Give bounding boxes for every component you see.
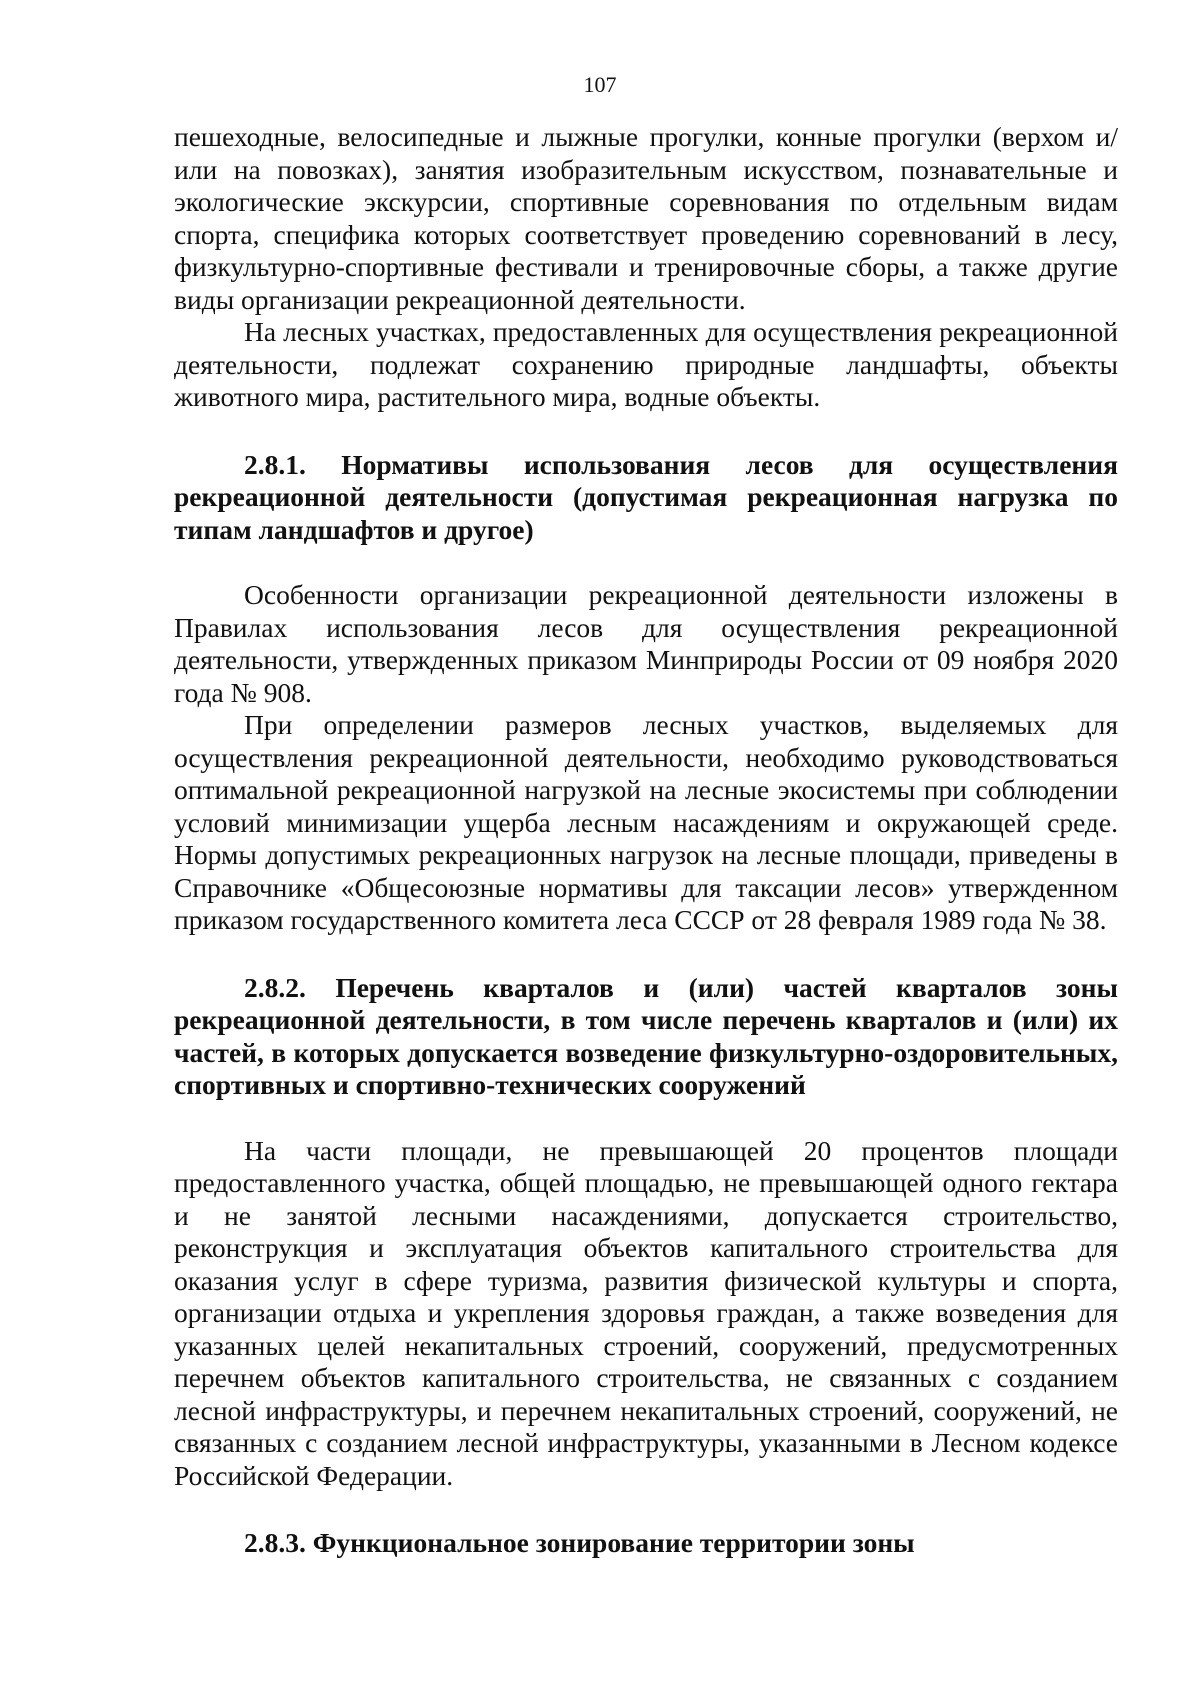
paragraph-intro-continuation: пешеходные, велосипедные и лыжные прогулки, конные прогулки (верхом и/или на повозках), занятия изобразительным искусством, познавательные и экологические экскурсии, спортивные соревнования по отдельным видам спорта, специфика которых соответствует проведению соревнований в лесу, физкультурно-спортивные фестивали и тренировочные сборы, а также другие виды организации рекреационной деятельности. [174, 121, 1118, 315]
heading-section-2-8-3: 2.8.3. Функциональное зонирование территории зоны [244, 1527, 915, 1558]
paragraph-construction-allowance: На части площади, не превышающей 20 процентов площади предоставленного участка, общей площадью, не превышающей одного гектара и не занятой лесными насаждениями, допускается строительство, реконструкция и эксплуатация объектов капитального строительства для оказания услуг в сфере туризма, развития физической культуры и спорта, организации отдыха и укрепления здоровья граждан, а также возведения для указанных целей некапитальных строений, сооружений, предусмотренных перечнем объектов капитального строительства, не связанных с созданием лесной инфраструктуры, и перечнем некапитальных строений, сооружений, не связанных с созданием лесной инфраструктуры, указанными в Лесном кодексе Российской Федерации. [174, 1134, 1118, 1491]
document-body [174, 121, 1118, 1560]
paragraph-landscapes-preservation: На лесных участках, предоставленных для осуществления рекреационной деятельности, подлежат сохранению природные ландшафты, объекты животного мира, растительного мира, водные объекты. [174, 316, 1118, 412]
heading-section-2-8-1: 2.8.1. Нормативы использования лесов для осуществления рекреационной деятельности (допустимая рекреационная нагрузка по типам ландшафтов и другое) [174, 448, 1118, 545]
paragraph-rules-reference: Особенности организации рекреационной деятельности изложены в Правилах использования лесов для осуществления рекреационной деятельности, утвержденных приказом Минприроды России от 09 ноября 2020 года № 908. [174, 579, 1118, 708]
heading-section-2-8-2: 2.8.2. Перечень кварталов и (или) частей кварталов зоны рекреационной деятельности, в том числе перечень кварталов и (или) их частей, в которых допускается возведение физкультурно-оздоровительных, спортивных и спортивно-технических сооружений [174, 971, 1118, 1100]
page-number: 107 [583, 72, 617, 97]
paragraph-recreational-load: При определении размеров лесных участков, выделяемых для осуществления рекреационной деятельности, необходимо руководствоваться оптимальной рекреационной нагрузкой на лесные экосистемы при соблюдении условий минимизации ущерба лесным насаждениям и окружающей среде. Нормы допустимых рекреационных нагрузок на лесные площади, приведены в Справочнике «Общесоюзные нормативы для таксации лесов» утвержденном приказом государственного комитета леса СССР от 28 февраля 1989 года № 38. [174, 709, 1118, 935]
